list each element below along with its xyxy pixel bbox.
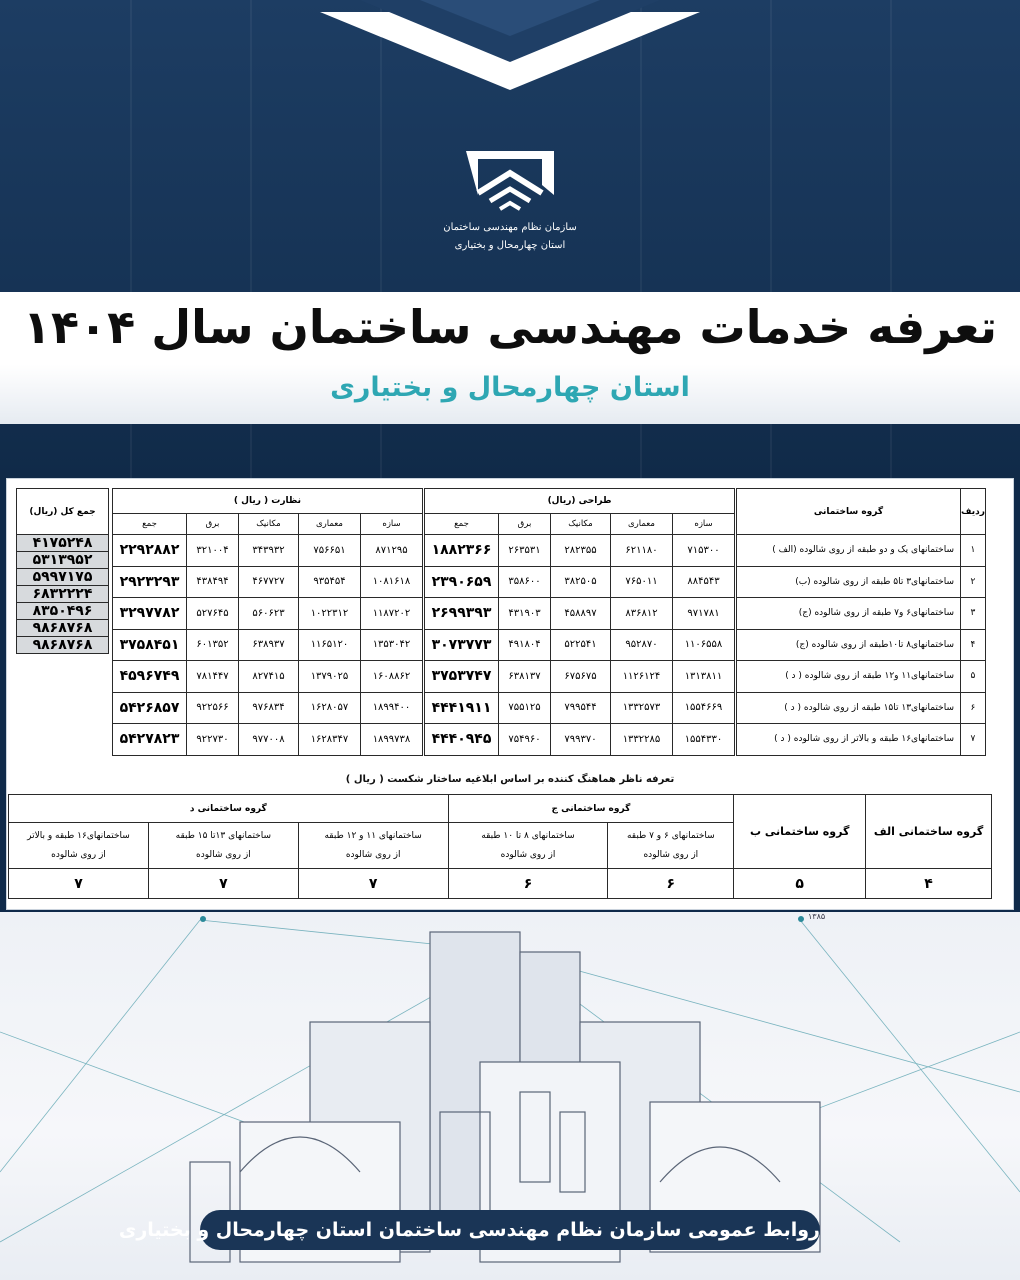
supervision-cell: ۱۶۰۸۸۶۲ xyxy=(361,661,423,693)
design-table xyxy=(424,488,735,756)
design-cell: ۴۹۱۸۰۴ xyxy=(499,629,551,661)
design-row xyxy=(425,724,735,756)
supervision-cell: ۱۸۹۹۷۳۸ xyxy=(361,724,423,756)
design-cell: ۸۸۴۵۴۳ xyxy=(673,566,735,598)
row-number: ۱ xyxy=(961,535,986,567)
group-a-header: گروه ساختمانی الف xyxy=(866,795,992,869)
table-row xyxy=(737,535,986,567)
grand-total-cell: ۹۸۶۸۷۶۸ xyxy=(17,637,109,654)
table-row xyxy=(737,566,986,598)
sub-header-4: جمع xyxy=(425,514,499,535)
year-label: ۱۳۸۵ xyxy=(808,912,826,921)
supervision-cell: ۸۷۱۲۹۵ xyxy=(361,535,423,567)
supervision-cell: ۵۴۲۷۸۲۳ xyxy=(113,724,187,756)
header-supervision: نظارت ( ریال ) xyxy=(113,489,423,514)
supervision-cell: ۱۶۲۸۳۴۷ xyxy=(299,724,361,756)
row-number: ۳ xyxy=(961,598,986,630)
supervision-row xyxy=(113,661,423,693)
row-group-label: ساختمانهای۱۱ و۱۲ طبقه از روی شالوده ( د ) xyxy=(737,661,961,693)
design-cell: ۶۷۵۶۷۵ xyxy=(551,661,611,693)
coordinator-value: ۷ xyxy=(298,869,448,899)
sub-header-0: سازه xyxy=(361,514,423,535)
group-b-header: گروه ساختمانی ب xyxy=(734,795,866,869)
design-cell: ۱۱۰۶۵۵۸ xyxy=(673,629,735,661)
row-group-label: ساختمانهای۳ تا۵ طبقه از روی شالوده (ب) xyxy=(737,566,961,598)
grand-total-cell: ۵۳۱۳۹۵۲ xyxy=(17,552,109,569)
group-c-sub-1: ساختمانهای ۶ و ۷ طبقه از روی شالوده xyxy=(608,823,734,869)
supervision-cell: ۹۲۲۵۶۶ xyxy=(187,692,239,724)
group-d-header: گروه ساختمانی د xyxy=(9,795,449,823)
grand-total-cell: ۶۸۳۲۲۲۴ xyxy=(17,586,109,603)
header-grand-total: جمع کل (ریال) xyxy=(17,489,109,535)
coordinator-value: ۴ xyxy=(866,869,992,899)
supervision-cell: ۳۲۱۰۰۴ xyxy=(187,535,239,567)
sub-header-1: معماری xyxy=(611,514,673,535)
organization-logo-icon xyxy=(460,145,560,215)
supervision-cell: ۱۳۷۹۰۲۵ xyxy=(299,661,361,693)
supervision-row xyxy=(113,724,423,756)
supervision-cell: ۴۵۹۶۷۴۹ xyxy=(113,661,187,693)
row-group-label: ساختمانهای یک و دو طبقه از روی شالوده (الف ) xyxy=(737,535,961,567)
design-cell: ۵۲۲۵۴۱ xyxy=(551,629,611,661)
design-cell: ۳۰۷۳۷۷۳ xyxy=(425,629,499,661)
sub-header-3: برق xyxy=(187,514,239,535)
supervision-row xyxy=(113,566,423,598)
supervision-row xyxy=(113,692,423,724)
coordinator-value: ۵ xyxy=(734,869,866,899)
row-number: ۲ xyxy=(961,566,986,598)
header-row-number: ردیف xyxy=(961,489,986,535)
supervision-cell: ۵۶۰۶۲۳ xyxy=(239,598,299,630)
group-c-header: گروه ساختمانی ج xyxy=(448,795,734,823)
design-cell: ۶۳۸۱۳۷ xyxy=(499,661,551,693)
supervision-cell: ۱۱۸۷۲۰۲ xyxy=(361,598,423,630)
design-cell: ۴۴۴۱۹۱۱ xyxy=(425,692,499,724)
design-cell: ۳۸۲۵۰۵ xyxy=(551,566,611,598)
supervision-cell: ۹۷۶۸۳۴ xyxy=(239,692,299,724)
supervision-cell: ۷۸۱۴۴۷ xyxy=(187,661,239,693)
design-cell: ۷۹۹۳۷۰ xyxy=(551,724,611,756)
supervision-cell: ۵۲۷۶۴۵ xyxy=(187,598,239,630)
coordinator-value: ۶ xyxy=(448,869,608,899)
design-row xyxy=(425,535,735,567)
supervision-cell: ۱۸۹۹۴۰۰ xyxy=(361,692,423,724)
design-cell: ۱۵۵۴۶۶۹ xyxy=(673,692,735,724)
design-cell: ۹۵۲۸۷۰ xyxy=(611,629,673,661)
header-design: طراحی (ریال) xyxy=(425,489,735,514)
group-c-sub-2: ساختمانهای ۸ تا ۱۰ طبقه از روی شالوده xyxy=(448,823,608,869)
design-cell: ۷۵۵۱۲۵ xyxy=(499,692,551,724)
header-building-group: گروه ساختمانی xyxy=(737,489,961,535)
design-row xyxy=(425,629,735,661)
design-row xyxy=(425,692,735,724)
supervision-row xyxy=(113,629,423,661)
supervision-cell: ۸۲۷۴۱۵ xyxy=(239,661,299,693)
row-number: ۴ xyxy=(961,629,986,661)
grand-total-cell: ۸۳۵۰۴۹۶ xyxy=(17,603,109,620)
design-cell: ۱۸۸۲۳۶۶ xyxy=(425,535,499,567)
table-row xyxy=(737,724,986,756)
page-subtitle: استان چهارمحال و بختیاری xyxy=(330,372,690,403)
grand-total-cell: ۵۹۹۷۱۷۵ xyxy=(17,569,109,586)
design-row xyxy=(425,566,735,598)
supervision-cell: ۹۲۲۷۳۰ xyxy=(187,724,239,756)
grand-total-cell: ۴۱۷۵۲۴۸ xyxy=(17,535,109,552)
coordinator-value: ۷ xyxy=(148,869,298,899)
design-cell: ۱۵۵۴۳۳۰ xyxy=(673,724,735,756)
supervision-cell: ۹۷۷۰۰۸ xyxy=(239,724,299,756)
row-number: ۶ xyxy=(961,692,986,724)
supervision-cell: ۱۱۶۵۱۲۰ xyxy=(299,629,361,661)
grand-total-table xyxy=(16,488,109,654)
sub-header-4: جمع xyxy=(113,514,187,535)
header-chevron-decoration xyxy=(0,0,1020,120)
sub-header-2: مکانیک xyxy=(239,514,299,535)
row-number: ۷ xyxy=(961,724,986,756)
sub-header-0: سازه xyxy=(673,514,735,535)
supervision-row xyxy=(113,535,423,567)
supervision-cell: ۶۰۱۳۵۲ xyxy=(187,629,239,661)
supervision-row xyxy=(113,598,423,630)
sub-header-3: برق xyxy=(499,514,551,535)
coordinator-value: ۶ xyxy=(608,869,734,899)
supervision-cell: ۳۴۳۹۳۲ xyxy=(239,535,299,567)
supervision-cell: ۱۰۸۱۶۱۸ xyxy=(361,566,423,598)
design-cell: ۷۹۹۵۴۴ xyxy=(551,692,611,724)
coordinator-title: تعرفه ناظر هماهنگ کننده بر اساس ابلاغیه ساختار شکست ( ریال ) xyxy=(345,774,675,785)
design-cell: ۴۳۱۹۰۳ xyxy=(499,598,551,630)
supervision-cell: ۲۲۹۲۸۸۲ xyxy=(113,535,187,567)
supervision-cell: ۴۶۷۷۲۷ xyxy=(239,566,299,598)
supervision-cell: ۴۳۸۴۹۴ xyxy=(187,566,239,598)
supervision-cell: ۷۵۶۶۵۱ xyxy=(299,535,361,567)
design-cell: ۲۶۳۵۳۱ xyxy=(499,535,551,567)
group-label-table xyxy=(736,488,986,756)
sub-header-2: مکانیک xyxy=(551,514,611,535)
row-group-label: ساختمانهای۱۶ طبقه و بالاتر از روی شالوده ( د ) xyxy=(737,724,961,756)
design-cell: ۸۳۶۸۱۲ xyxy=(611,598,673,630)
logo-caption-line1: سازمان نظام مهندسی ساختمان xyxy=(443,222,577,233)
supervision-table xyxy=(112,488,423,756)
row-number: ۵ xyxy=(961,661,986,693)
group-d-sub-1: ساختمانهای ۱۱ و ۱۲ طبقه از روی شالوده xyxy=(298,823,448,869)
table-row xyxy=(737,598,986,630)
logo-caption-line2: استان چهارمحال و بختیاری xyxy=(454,240,566,251)
design-cell: ۱۳۱۳۸۱۱ xyxy=(673,661,735,693)
coordinator-value: ۷ xyxy=(9,869,149,899)
design-cell: ۲۳۹۰۶۵۹ xyxy=(425,566,499,598)
supervision-cell: ۵۴۲۶۸۵۷ xyxy=(113,692,187,724)
table-row xyxy=(737,692,986,724)
design-cell: ۷۵۴۹۶۰ xyxy=(499,724,551,756)
design-cell: ۷۶۵۰۱۱ xyxy=(611,566,673,598)
group-d-sub-3: ساختمانهای۱۶ طبقه و بالاتر از روی شالوده xyxy=(9,823,149,869)
decoration-dot-left xyxy=(200,916,206,922)
supervision-cell: ۳۲۹۷۷۸۲ xyxy=(113,598,187,630)
row-group-label: ساختمانهای۶ و۷ طبقه از روی شالوده (ج) xyxy=(737,598,961,630)
coordinator-table xyxy=(8,794,992,899)
supervision-cell: ۲۹۲۳۲۹۳ xyxy=(113,566,187,598)
design-cell: ۴۵۸۸۹۷ xyxy=(551,598,611,630)
design-cell: ۷۱۵۳۰۰ xyxy=(673,535,735,567)
grand-total-cell: ۹۸۶۸۷۶۸ xyxy=(17,620,109,637)
footer-banner: روابط عمومی سازمان نظام مهندسی ساختمان استان چهارمحال و بختیاری xyxy=(200,1210,820,1250)
design-row xyxy=(425,598,735,630)
design-cell: ۶۲۱۱۸۰ xyxy=(611,535,673,567)
page-title: تعرفه خدمات مهندسی ساختمان سال ۱۴۰۴ xyxy=(22,300,998,354)
design-cell: ۴۴۴۰۹۴۵ xyxy=(425,724,499,756)
supervision-cell: ۶۳۸۹۳۷ xyxy=(239,629,299,661)
table-row xyxy=(737,661,986,693)
group-d-sub-2: ساختمانهای ۱۳تا ۱۵ طبقه از روی شالوده xyxy=(148,823,298,869)
design-cell: ۹۷۱۷۸۱ xyxy=(673,598,735,630)
supervision-cell: ۱۰۲۲۳۱۲ xyxy=(299,598,361,630)
decoration-dot-right xyxy=(798,916,804,922)
design-cell: ۱۱۲۶۱۲۴ xyxy=(611,661,673,693)
supervision-cell: ۱۶۲۸۰۵۷ xyxy=(299,692,361,724)
design-cell: ۱۳۳۲۵۷۳ xyxy=(611,692,673,724)
supervision-cell: ۹۳۵۴۵۴ xyxy=(299,566,361,598)
supervision-cell: ۳۷۵۸۴۵۱ xyxy=(113,629,187,661)
design-cell: ۲۸۲۳۵۵ xyxy=(551,535,611,567)
design-cell: ۳۵۸۶۰۰ xyxy=(499,566,551,598)
design-cell: ۱۳۳۲۲۸۵ xyxy=(611,724,673,756)
design-cell: ۳۷۵۳۷۴۷ xyxy=(425,661,499,693)
row-group-label: ساختمانهای۸ تا۱۰طبقه از روی شالوده (ج) xyxy=(737,629,961,661)
design-row xyxy=(425,661,735,693)
table-row xyxy=(737,629,986,661)
supervision-cell: ۱۳۵۳۰۴۲ xyxy=(361,629,423,661)
design-cell: ۲۶۹۹۳۹۳ xyxy=(425,598,499,630)
sub-header-1: معماری xyxy=(299,514,361,535)
row-group-label: ساختمانهای۱۳ تا۱۵ طبقه از روی شالوده ( د ) xyxy=(737,692,961,724)
